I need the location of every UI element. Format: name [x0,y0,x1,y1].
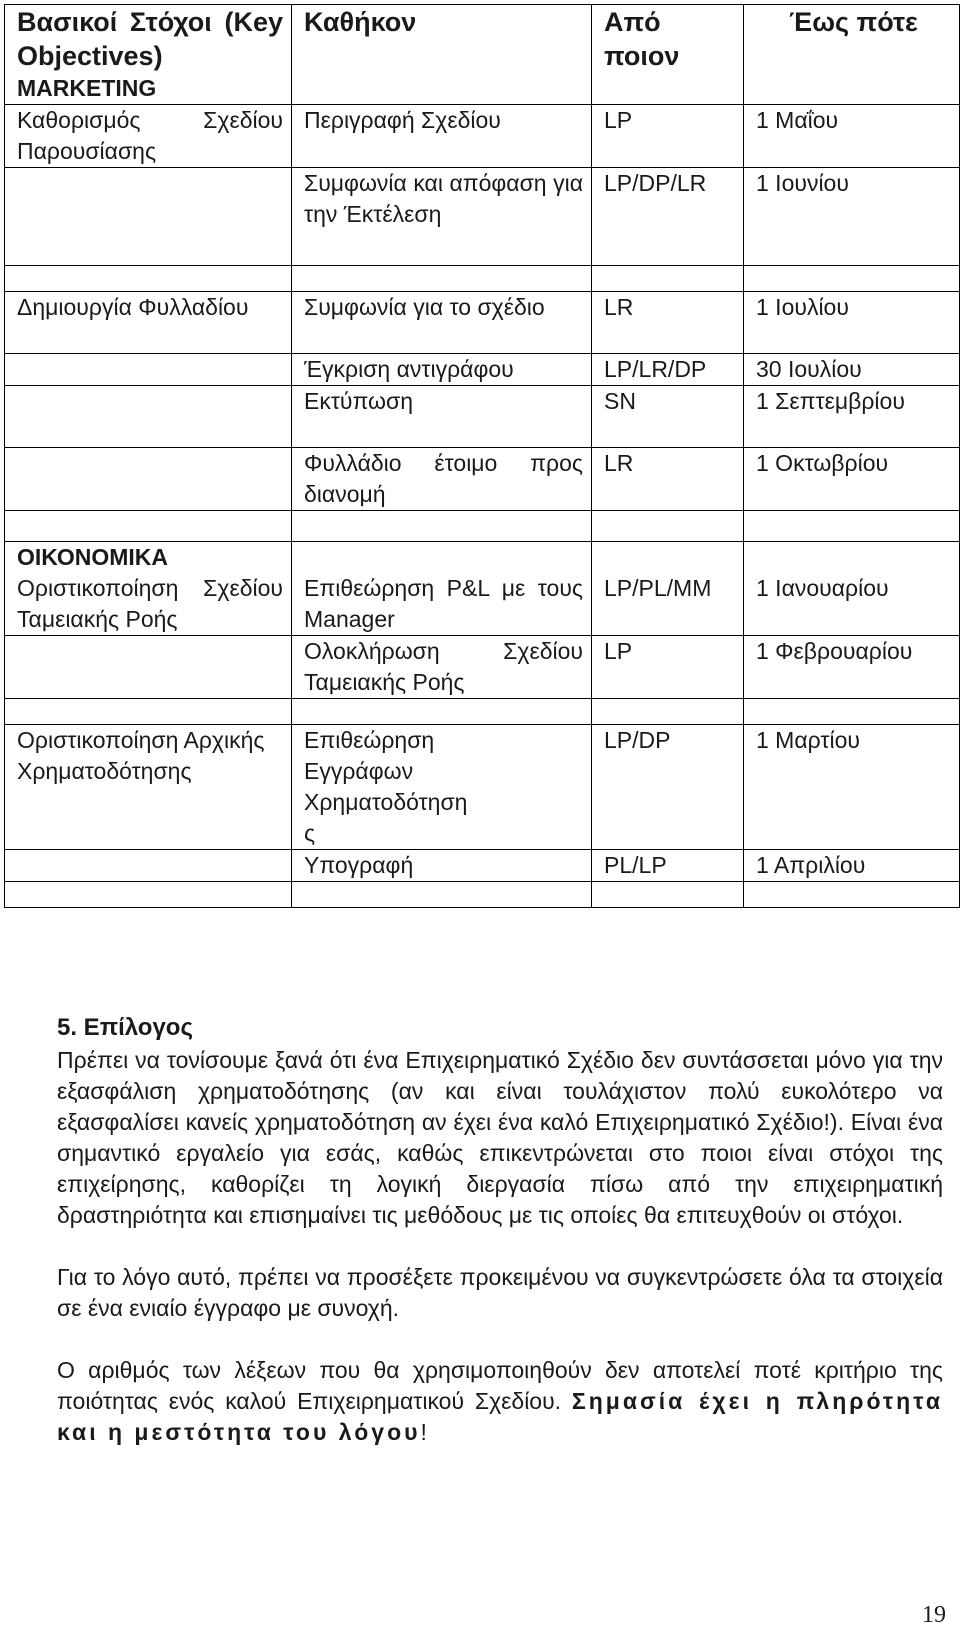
row-task: Επιθεώρηση Εγγράφων Χρηματοδότησης [292,725,592,850]
row-by: LP/DP/LR [592,168,744,266]
row-objective [5,354,292,386]
epilogue-paragraph-2: Για το λόγο αυτό, πρέπει να προσέξετε προκειμένου να συγκεντρώσετε όλα τα στοιχεία σε ένα ενιαίο έγγραφο με συνοχή. [57,1264,943,1321]
row-task: Επιθεώρηση P&L με τους Manager [304,575,583,632]
row-until: 1 Μαΐου [744,105,960,168]
row-task: Περιγραφή Σχεδίου [292,105,592,168]
page-number: 19 [922,1602,946,1628]
table-row [5,725,960,850]
row-until: 1 Ιουλίου [744,292,960,354]
row-objective: Οριστικοποίηση Αρχικής Χρηματοδότησης [5,725,292,850]
table-row [5,636,960,699]
row-until: 1 Απριλίου [744,850,960,882]
header-by-cell [592,5,744,105]
row-task: Συμφωνία και απόφαση για την Έκτέλεση [292,168,592,266]
row-by: LP [592,636,744,699]
section-marketing: MARKETING [17,75,157,101]
row-by: LR [592,292,744,354]
row-until-cell [744,542,960,636]
row-task: Υπογραφή [292,850,592,882]
header-task-cell [292,5,592,105]
row-objective: Καθορισμός Σχεδίου Παρουσίασης [5,105,292,168]
row-task: Έγκριση αντιγράφου [292,354,592,386]
spacer-row [5,882,960,908]
row-until: 30 Ιουλίου [744,354,960,386]
row-objective [5,850,292,882]
epilogue-heading: 5. Επίλογος [57,1014,193,1041]
table-row [5,850,960,882]
table-header-row [5,5,960,105]
row-objective: Οριστικοποίηση Σχεδίου Ταμειακής Ροής [17,575,283,632]
header-by-whom: Από ποιον [604,7,680,71]
table-row [5,386,960,448]
row-until: 1 Σεπτεμβρίου [744,386,960,448]
row-objective-cell [5,542,292,636]
row-by-cell [592,542,744,636]
table-row [5,168,960,266]
table-row [5,448,960,511]
row-task-cell [292,542,592,636]
row-objective: Δημιουργία Φυλλαδίου [5,292,292,354]
row-until: 1 Φεβρουαρίου [744,636,960,699]
row-objective [5,636,292,699]
header-deadline-cell [744,5,960,105]
table-row [5,292,960,354]
row-objective [5,168,292,266]
epilogue-section [57,1013,943,1479]
row-by: LP/LR/DP [592,354,744,386]
row-task: Φυλλάδιο έτοιμο προς διανομή [292,448,592,511]
row-task: Ολοκλήρωση Σχεδίου Ταμειακής Ροής [292,636,592,699]
epilogue-paragraph-1: Πρέπει να τονίσουμε ξανά ότι ένα Επιχειρηματικό Σχέδιο δεν συντάσσεται μόνο για την εξασφάλιση χρηματοδότησης (αν και είναι τουλάχιστον πολύ ευκολότερο να εξασφαλίσει κανείς χρηματοδότηση αν έχει ένα καλό Επιχειρηματικό Σχέδιο!). Είναι ένα σημαντικό εργαλείο για εσάς, καθώς επικεντρώνεται στο ποιοι είναι στόχοι της επιχείρησης, καθορίζει τη λογική διεργασία πίσω από την επιχειρηματική δραστηριότητα και επισημαίνει τις μεθόδους με τις οποίες θα επιτευχθούν οι στόχοι. [57,1047,943,1228]
spacer-row [5,511,960,542]
row-task: Εκτύπωση [292,386,592,448]
row-until: 1 Οκτωβρίου [744,448,960,511]
header-objectives-cell [5,5,292,105]
task-schedule-table [4,4,960,908]
row-by: SN [592,386,744,448]
row-objective [5,386,292,448]
table-row [5,542,960,636]
row-until: 1 Μαρτίου [744,725,960,850]
table-row [5,105,960,168]
header-deadline: Έως πότε [789,7,918,37]
section-finance: ΟΙΚΟΝΟΜΙΚΑ [17,544,168,570]
row-objective [5,448,292,511]
table-row [5,354,960,386]
row-by: LP [592,105,744,168]
row-by: LP/DP [592,725,744,850]
epilogue-paragraph-3-text: Ο αριθμός των λέξεων που θα χρησιμοποιηθούν δεν αποτελεί ποτέ κριτήριο της ποιότητας ενός καλού Επιχειρηματικού Σχεδίου. [57,1357,943,1414]
epilogue-emphasis: Σημασία έχει η πληρότητα και η μεστότητα του λόγου [57,1388,943,1445]
row-by: LR [592,448,744,511]
row-until: 1 Ιανουαρίου [756,575,889,601]
row-until: 1 Ιουνίου [744,168,960,266]
epilogue-paragraph-3-end: ! [420,1419,427,1445]
row-by: LP/PL/MM [604,575,712,601]
spacer-row [5,266,960,292]
row-by: PL/LP [592,850,744,882]
epilogue-paragraph-3 [57,1355,943,1448]
row-task: Συμφωνία για το σχέδιο [292,292,592,354]
header-task: Καθήκον [304,7,417,37]
spacer-row [5,699,960,725]
header-objectives: Βασικοί Στόχοι (Key Objectives) [17,7,283,71]
